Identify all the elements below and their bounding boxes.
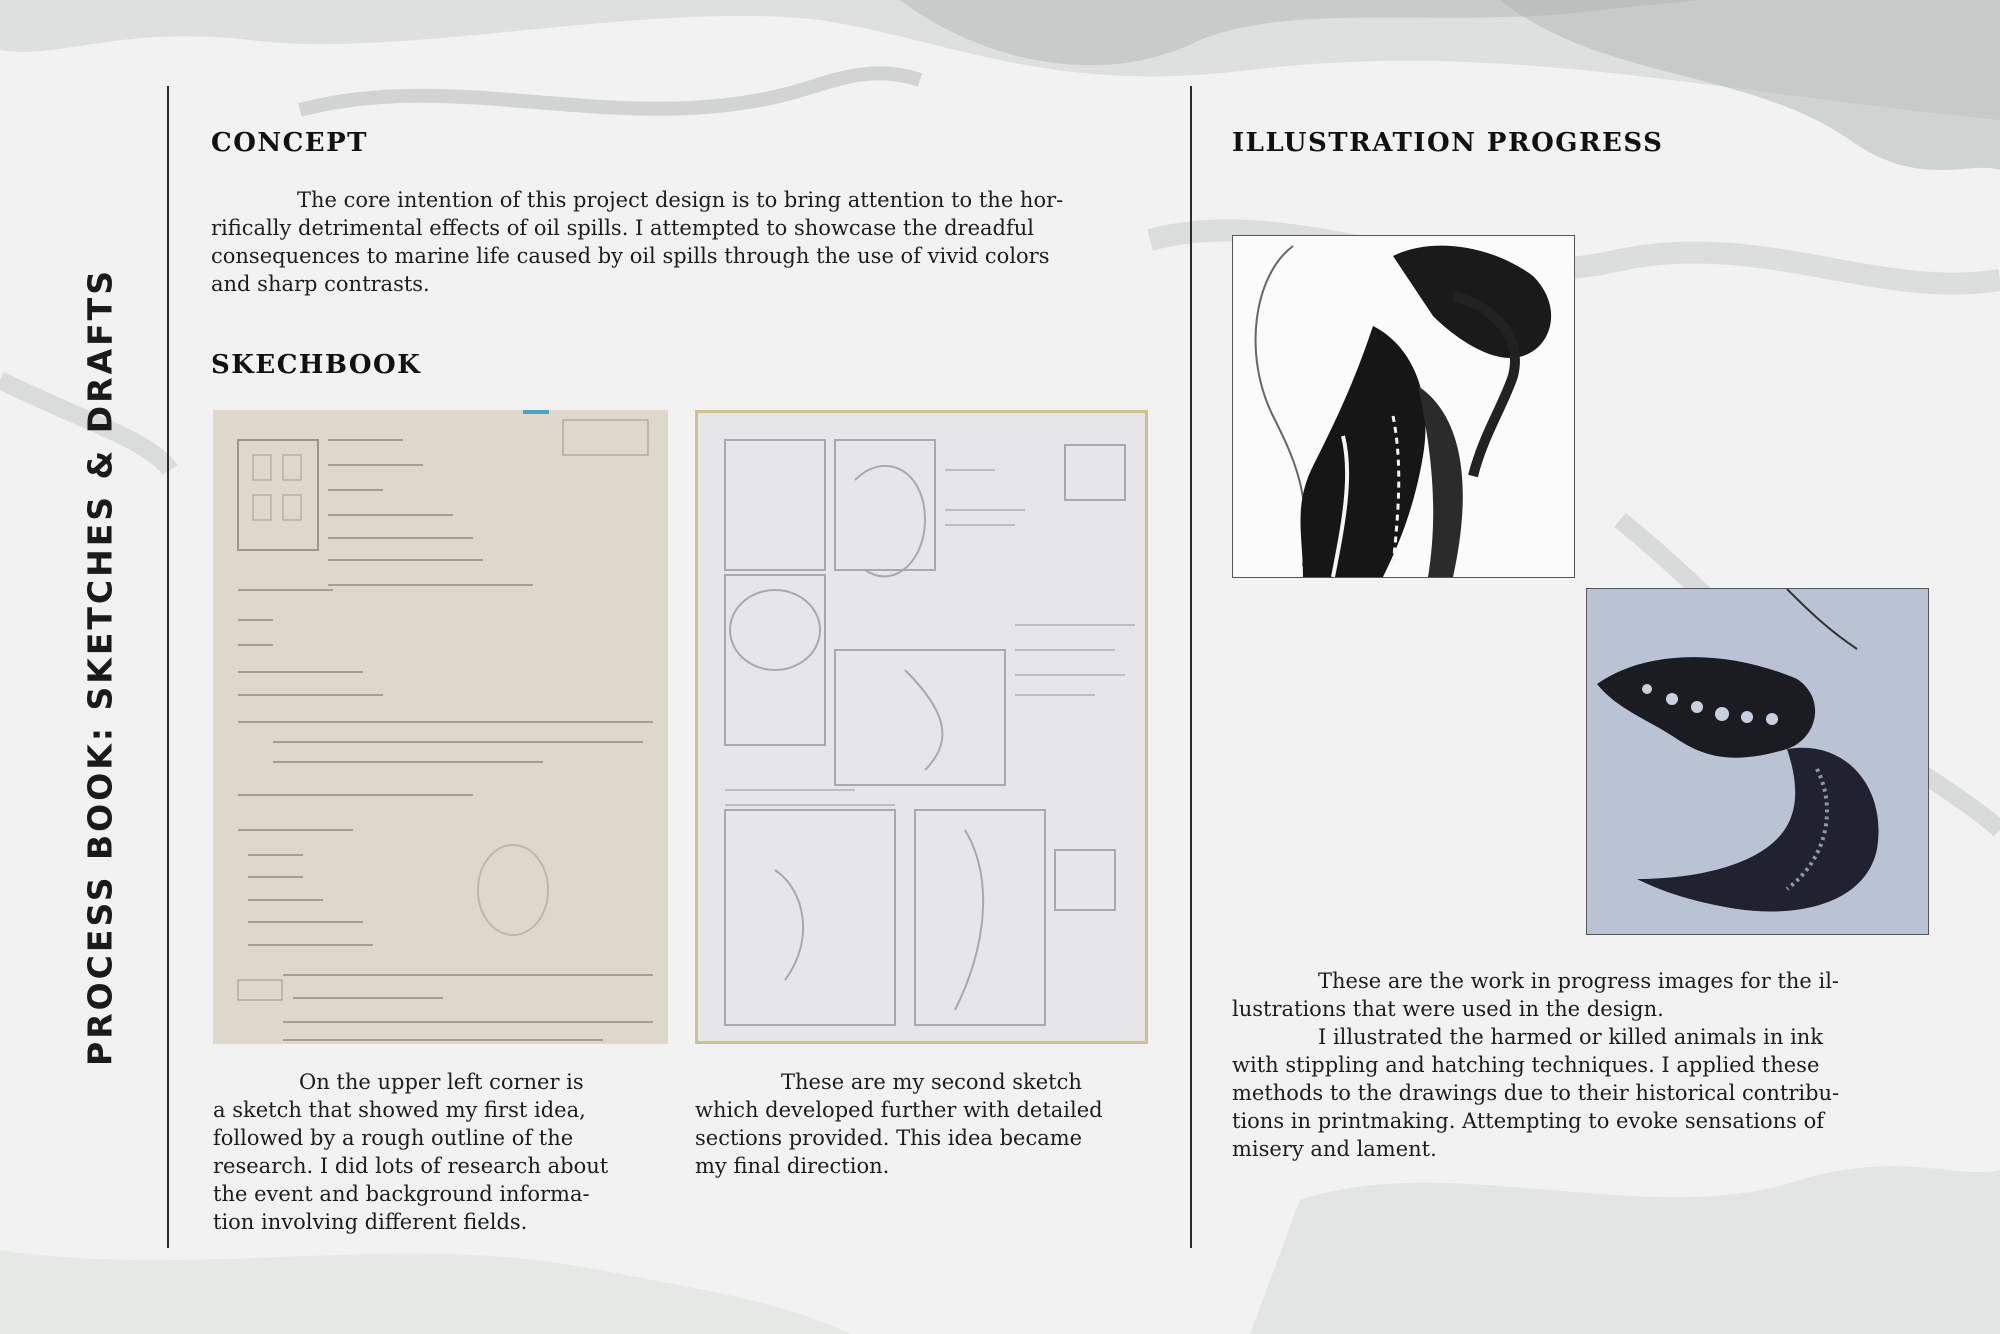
caption-line: which developed further with detailed — [695, 1098, 1103, 1122]
caption-line: a sketch that showed my first idea, — [213, 1098, 586, 1122]
ink-illustration-tentacle — [1586, 588, 1929, 935]
sketch-caption-left — [213, 1068, 608, 1236]
center-divider — [1190, 86, 1192, 1248]
concept-line: The core intention of this project design is to bring attention to the hor- — [297, 188, 1064, 212]
illustration-line: lustrations that were used in the design. — [1232, 997, 1664, 1021]
caption-line: followed by a rough outline of the — [213, 1126, 574, 1150]
concept-heading: CONCEPT — [211, 128, 369, 158]
caption-line: On the upper left corner is — [299, 1070, 584, 1094]
illustration-line: misery and lament. — [1232, 1137, 1437, 1161]
illustration-paragraph — [1232, 967, 1839, 1163]
illustration-heading: ILLUSTRATION PROGRESS — [1232, 128, 1664, 158]
illustration-line: I illustrated the harmed or killed animals in ink — [1318, 1025, 1824, 1049]
sketch-photo-second-idea — [695, 410, 1148, 1044]
sketchbook-heading: SKECHBOOK — [211, 350, 422, 380]
sketch-caption-right — [695, 1068, 1103, 1180]
caption-line: my final direction. — [695, 1154, 890, 1178]
illustration-line: with stippling and hatching techniques. I applied these — [1232, 1053, 1820, 1077]
concept-line: rifically detrimental effects of oil spills. I attempted to showcase the dreadful — [211, 216, 1034, 240]
illustration-line: tions in printmaking. Attempting to evoke sensations of — [1232, 1109, 1825, 1133]
illustration-line: These are the work in progress images for the il- — [1318, 969, 1840, 993]
caption-line: the event and background informa- — [213, 1182, 590, 1206]
caption-line: These are my second sketch — [781, 1070, 1082, 1094]
ink-illustration-bird — [1232, 235, 1575, 578]
concept-line: consequences to marine life caused by oil spills through the use of vivid colors — [211, 244, 1050, 268]
concept-line: and sharp contrasts. — [211, 272, 430, 296]
left-divider — [167, 86, 169, 1248]
caption-line: sections provided. This idea became — [695, 1126, 1083, 1150]
caption-line: research. I did lots of research about — [213, 1154, 609, 1178]
caption-line: tion involving different fields. — [213, 1210, 528, 1234]
illustration-line: methods to the drawings due to their historical contribu- — [1232, 1081, 1840, 1105]
concept-paragraph — [211, 186, 1063, 298]
sketch-photo-first-idea — [213, 410, 668, 1044]
side-title: PROCESS BOOK: SKETCHES & DRAFTS — [80, 268, 120, 1066]
